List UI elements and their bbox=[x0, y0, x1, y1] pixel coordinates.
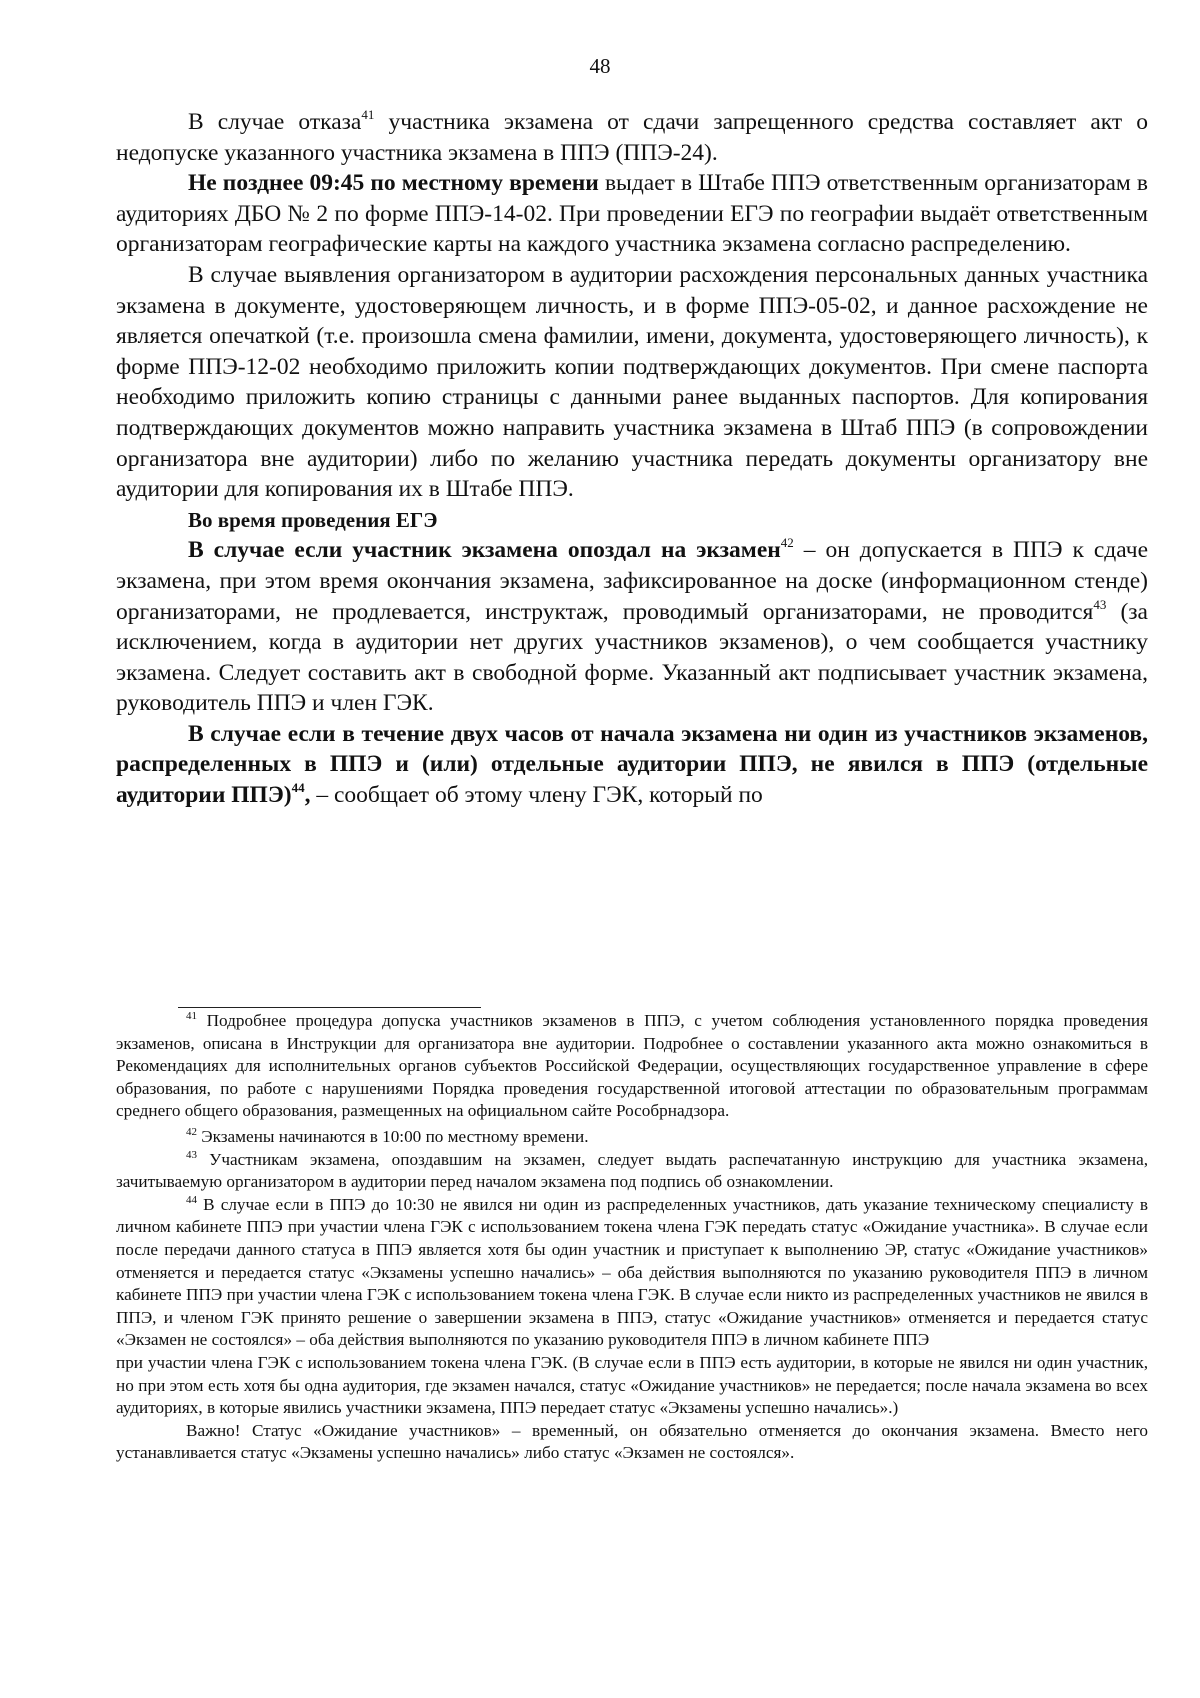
footnote-ref-42: 42 bbox=[780, 535, 794, 551]
footnote-text: Участникам экзамена, опоздавшим на экзамен, следует выдать распечатанную инструкцию для участника экзамена, зачитываемую организатором в аудитории перед началом экзамена под подпись об ознакомлении. bbox=[116, 1149, 1148, 1192]
footnote-ref-43: 43 bbox=[1093, 596, 1107, 612]
deadline-emphasis: Не позднее 09:45 по местному времени bbox=[188, 170, 599, 197]
footnote-separator bbox=[178, 1007, 481, 1008]
footnote-number: 42 bbox=[186, 1125, 197, 1138]
paragraph-deadline bbox=[116, 168, 1148, 260]
footnote-number: 41 bbox=[186, 1010, 197, 1022]
body-text bbox=[116, 107, 1148, 811]
paragraph-late-participant bbox=[116, 535, 1148, 719]
footnote-number: 43 bbox=[186, 1148, 197, 1161]
footnote-number: 44 bbox=[186, 1193, 197, 1206]
paragraph-no-show bbox=[116, 719, 1148, 811]
footnote-ref-44: 44 bbox=[291, 780, 305, 796]
paragraph-text: – он допускается в ППЭ к сдаче экзамена, при этом время окончания экзамена, зафиксированное на доске (информационном стенде) организаторами, не продлевается, инструктаж, проводимый организаторами, не проводится bbox=[116, 537, 1149, 625]
paragraph-personal-data: В случае выявления организатором в аудитории расхождения персональных данных участника экзамена в документе, удостоверяющем личность, и в форме ППЭ-05-02, и данное расхождение не является опечаткой (т.е. произошла смена фамилии, имени, документа, удостоверяющего личность), к форме ППЭ-12-02 необходимо приложить копии подтверждающих документов. При смене паспорта необходимо приложить копию страницы с данными ранее выданных паспортов. Для копирования подтверждающих документов можно направить участника экзамена в Штаб ППЭ (в сопровождении организатора вне аудитории) либо по желанию участника передать документы организатору вне аудитории для копирования их в Штабе ППЭ. bbox=[116, 261, 1148, 503]
paragraph-text: выдает в Штабе ППЭ ответственным организаторам в аудиториях ДБО № 2 по форме ППЭ-14-02. При проведении ЕГЭ по географии выдаёт ответственным организаторам географические карты на каждого участника экзамена согласно распределению. bbox=[116, 170, 1148, 258]
footnote-41 bbox=[116, 1010, 1148, 1123]
section-heading: Во время проведения ЕГЭ bbox=[188, 507, 438, 532]
footnote-ref-41: 41 bbox=[361, 107, 375, 122]
footnote-44 bbox=[116, 1194, 1148, 1352]
paragraph-text: В случае отказа bbox=[188, 109, 362, 135]
paragraph-text: – сообщает об этому члену ГЭК, который по bbox=[310, 782, 763, 809]
footnote-43 bbox=[116, 1149, 1148, 1194]
footnote-text: В случае если в ППЭ до 10:30 не явился ни один из распределенных участников, дать указание техническому специалисту в личном кабинете ППЭ при участии члена ГЭК с использованием токена члена ГЭК передать статус «Ожидание участника». В случае если после передачи данного статуса в ППЭ является хотя бы один участник и приступает к выполнению ЭР, статус «Ожидание участников» отменяется и передается статус «Экзамены успешно начались» – оба действия выполняются по указанию руководителя ППЭ в личном кабинете ППЭ при участии члена ГЭК с использованием токена члена ГЭК. В случае если никто из распределенных участников не явился в ППЭ, и членом ГЭК принято решение о завершении экзамена в ППЭ, статус «Ожидание участников» отменяется и передается статус «Экзамен не состоялся» – оба действия выполняются по указанию руководителя ППЭ в личном кабинете ППЭ bbox=[116, 1194, 1148, 1350]
footnote-42 bbox=[116, 1126, 1148, 1149]
footnote-44-continuation: при участии члена ГЭК с использованием токена члена ГЭК. (В случае если в ППЭ есть аудитории, в которые не явился ни один участник, но при этом есть хотя бы одна аудитория, где экзамен начался, статус «Ожидание участников» не передается; после начала экзамена во всех аудиториях, в которые явились участники экзамена, ППЭ передает статус «Экзамены успешно начались».) bbox=[116, 1352, 1148, 1418]
footnote-text: Подробнее процедура допуска участников экзаменов в ППЭ, с учетом соблюдения установленного порядка проведения экзаменов, описана в Инструкции для организатора вне аудитории. Подробнее о составлении указанного акта можно ознакомиться в Рекомендациях для исполнительных органов субъектов Российской Федерации, осуществляющих государственное управление в сфере образования, по работе с нарушениями Порядка проведения государственной итоговой аттестации по образовательным программам среднего общего образования, размещенных на официальном сайте Рособрнадзора. bbox=[116, 1011, 1148, 1121]
paragraph-comma: , bbox=[304, 782, 311, 809]
paragraph-refusal bbox=[116, 107, 1148, 168]
footnote-text: Экзамены начинаются в 10:00 по местному времени. bbox=[197, 1126, 589, 1146]
page-number: 48 bbox=[589, 54, 611, 78]
footnote-44-important: Важно! Статус «Ожидание участников» – временный, он обязательно отменяется до окончания экзамена. Вместо него устанавливается статус «Экзамены успешно начались» либо статус «Экзамен не состоялся». bbox=[116, 1420, 1148, 1463]
footnotes bbox=[116, 1010, 1148, 1465]
paragraph-text: участника экзамена от сдачи запрещенного средства составляет акт о недопуске указанного участника экзамена в ППЭ (ППЭ-24). bbox=[116, 109, 1148, 166]
late-emphasis: В случае если участник экзамена опоздал на экзамен bbox=[188, 537, 781, 564]
paragraph-text: (за исключением, когда в аудитории нет других участников экзаменов), о чем сообщается участнику экзамена. Следует составить акт в свободной форме. Указанный акт подписывает участник экзамена, руководитель ППЭ и член ГЭК. bbox=[116, 598, 1148, 717]
no-show-emphasis: В случае если в течение двух часов от начала экзамена ни один из участников экзаменов, распределенных в ППЭ и (или) отдельные аудитории ППЭ, не явился в ППЭ (отдельные аудитории ППЭ) bbox=[116, 720, 1148, 809]
